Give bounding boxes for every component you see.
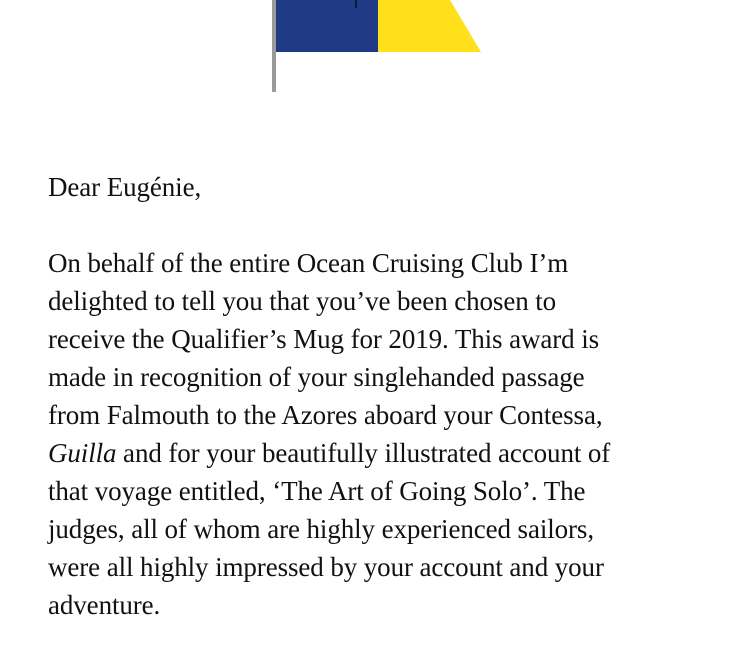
letter-line: made in recognition of your singlehanded passage	[48, 362, 585, 392]
flagpole	[272, 0, 276, 92]
letter-line: delighted to tell you that you’ve been chosen to	[48, 286, 557, 316]
letter-line: were all highly impressed by your account and your	[48, 552, 604, 582]
letter-line: adventure.	[48, 590, 161, 620]
letter-line: receive the Qualifier’s Mug for 2019. This award is	[48, 324, 599, 354]
letter-line: judges, all of whom are highly experienced sailors,	[48, 514, 594, 544]
letter-body	[48, 168, 738, 624]
letter-salutation: Dear Eugénie,	[48, 172, 202, 202]
letter-line: from Falmouth to the Azores aboard your Contessa,	[48, 400, 603, 430]
flag-yellow-field	[378, 0, 481, 52]
letter-line: On behalf of the entire Ocean Cruising Club I’m	[48, 248, 569, 278]
letter-line: that voyage entitled, ‘The Art of Going Solo’. The	[48, 476, 586, 506]
letter-paragraph	[48, 244, 738, 624]
club-burgee-flag-icon	[0, 0, 750, 100]
letter-line	[48, 434, 738, 472]
boat-name: Guilla	[48, 438, 117, 468]
letter-line-rest: and for your beautifully illustrated account of	[116, 438, 611, 468]
flag-blue-field	[276, 0, 378, 52]
